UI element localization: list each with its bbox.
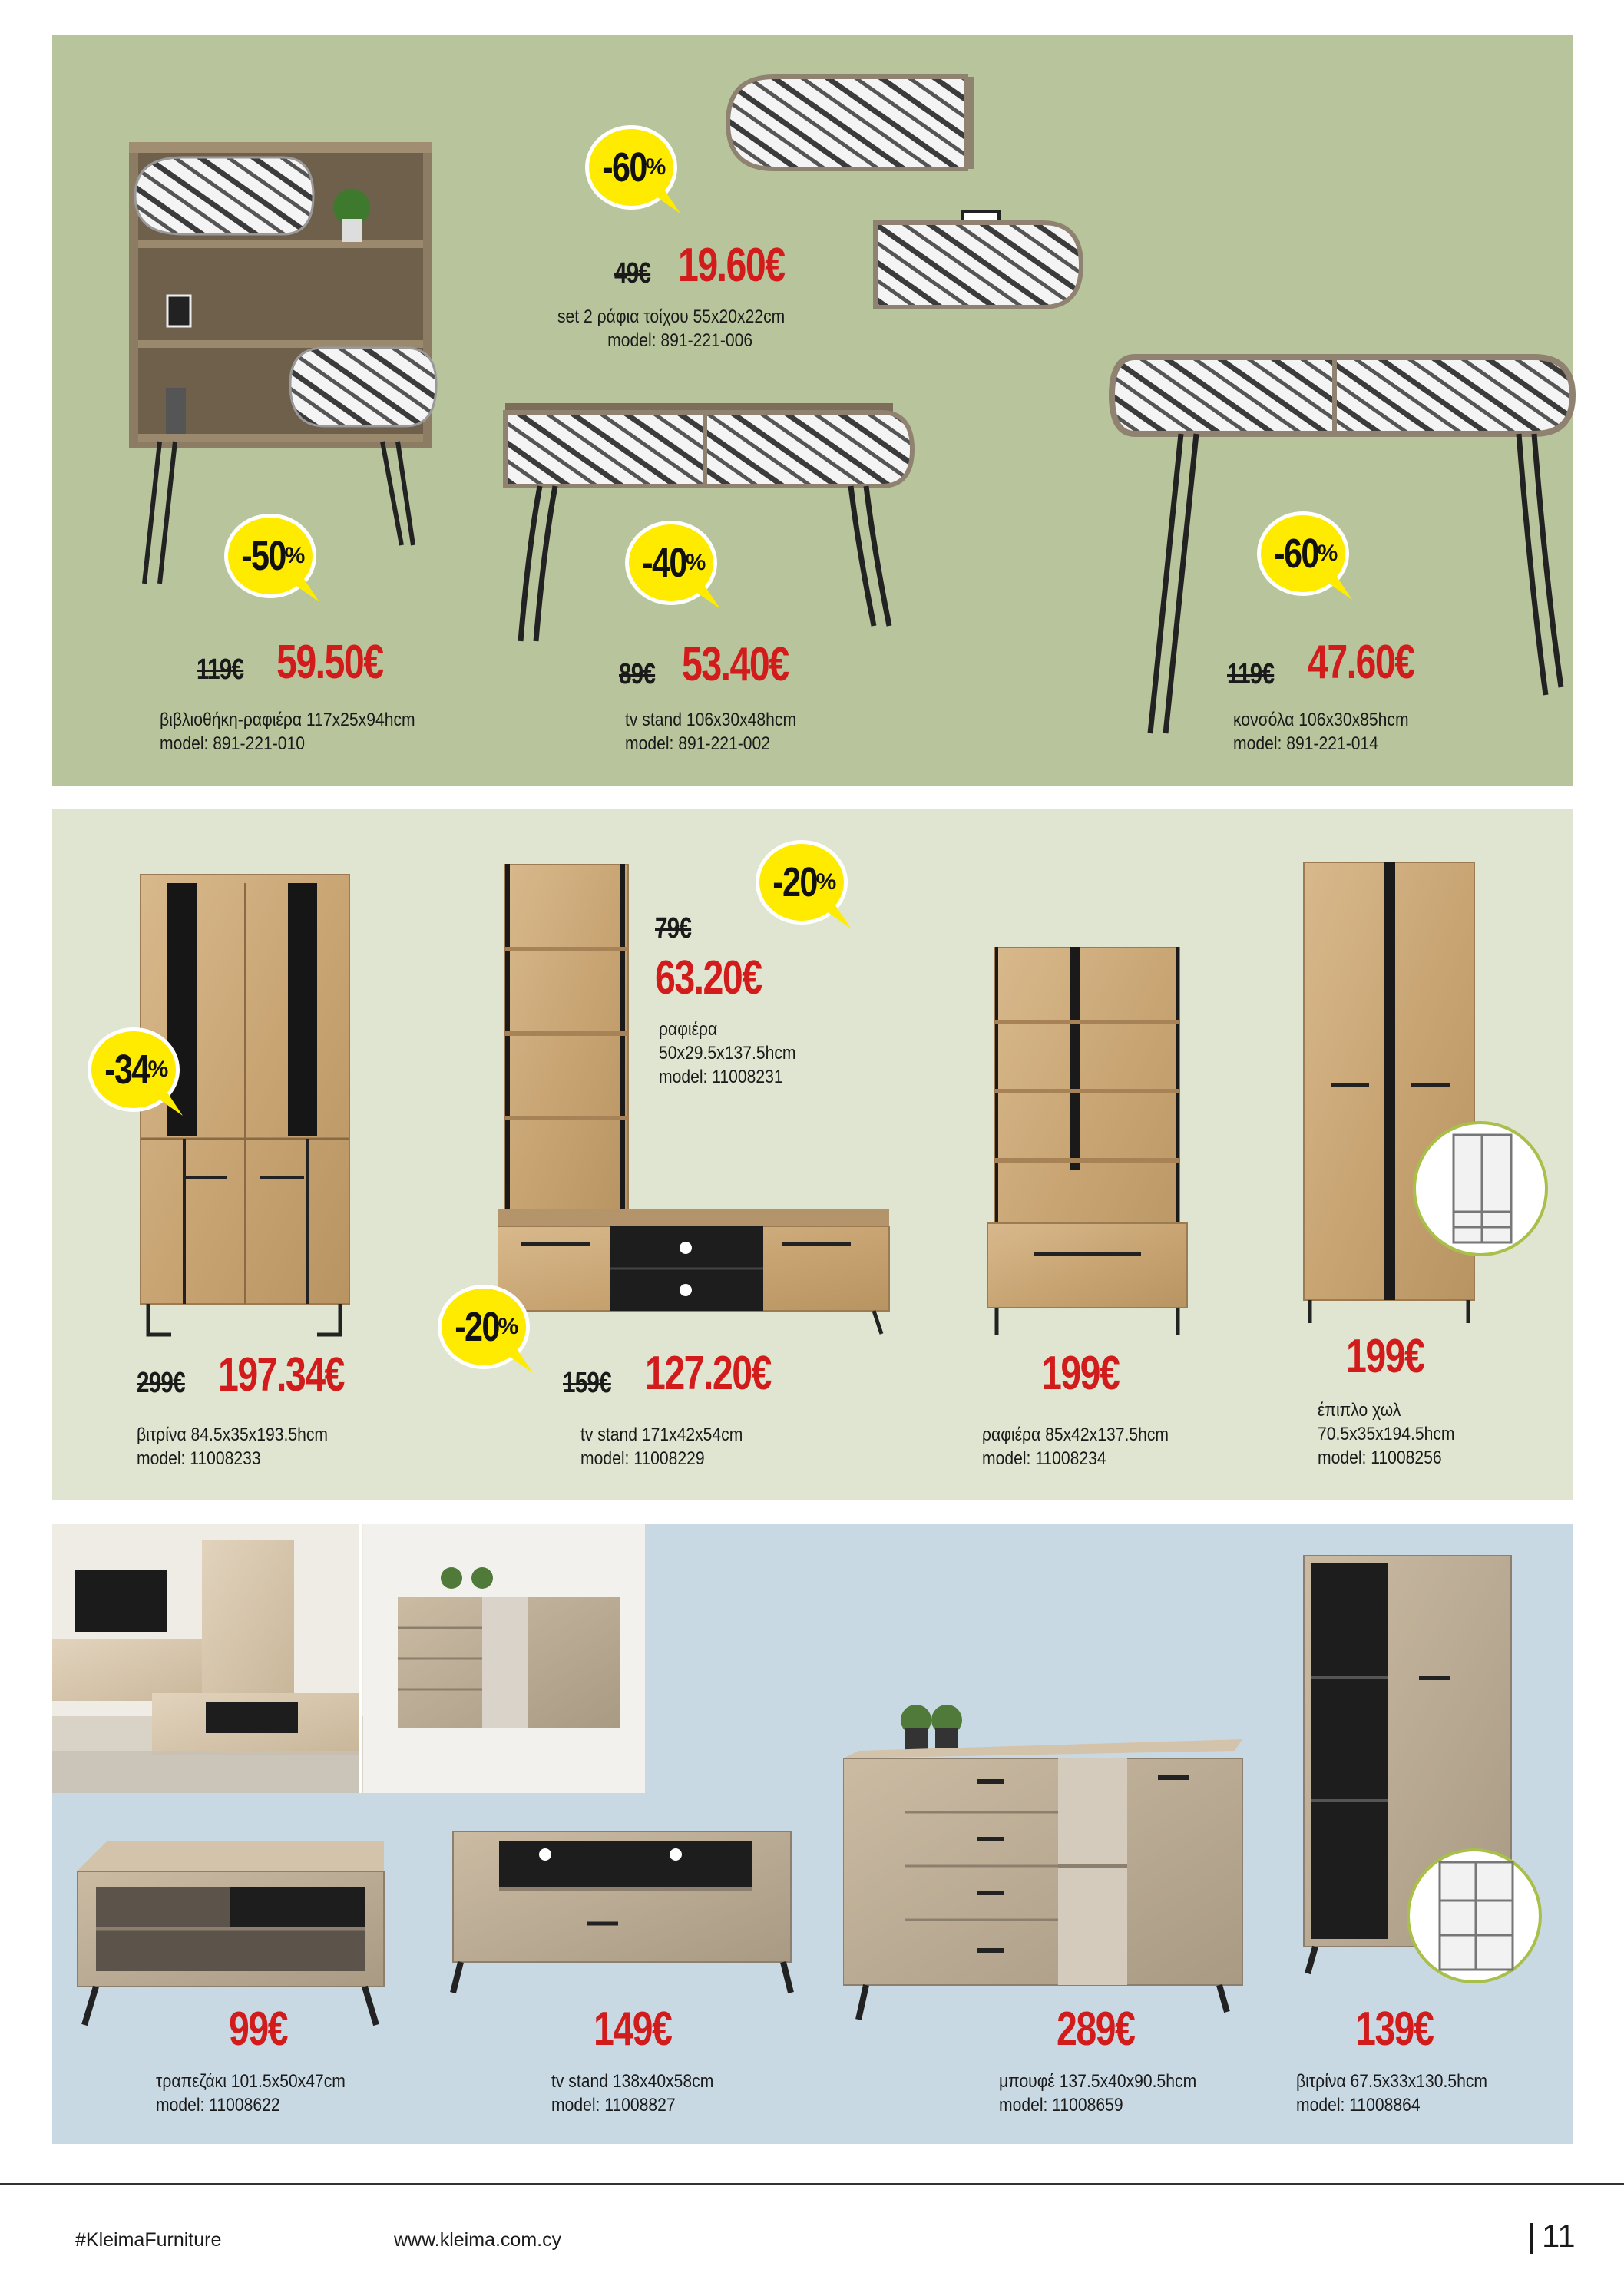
product-dimensions: 50x29.5x137.5hcm	[659, 1043, 796, 1064]
discount-value: -60	[1273, 531, 1318, 577]
product-name: set 2 ράφια τοίχου 55x20x22cm	[557, 306, 786, 327]
product-description	[999, 2069, 1196, 2117]
wall-unit-image	[498, 864, 958, 1348]
old-price: 119€	[197, 653, 244, 686]
interior-view-icon	[1405, 1847, 1543, 1985]
product-model: model: 11008231	[659, 1067, 783, 1087]
discount-badge	[752, 838, 857, 933]
tv-stand-grey-image	[445, 1831, 799, 2008]
product-model: model: 891-221-010	[160, 733, 306, 754]
discount-value: -60	[601, 144, 647, 190]
discount-value: -20	[454, 1304, 499, 1350]
product-model: model: 891-221-014	[1233, 733, 1379, 754]
sale-price: 53.40€	[682, 638, 789, 691]
page-number: 11	[1542, 2218, 1576, 2254]
product-name: tv stand 106x30x48hcm	[625, 710, 797, 730]
product-model: model: 891-221-002	[625, 733, 771, 754]
percent-sign: %	[685, 550, 706, 575]
discount-badge	[84, 1025, 189, 1120]
discount-value: -34	[104, 1047, 149, 1093]
discount-value: -40	[641, 540, 686, 586]
discount-value: -20	[772, 859, 817, 905]
section-oak-collection	[52, 809, 1573, 1500]
sale-price: 139€	[1355, 2003, 1434, 2056]
sale-price: 63.20€	[655, 951, 762, 1004]
old-price: 159€	[563, 1367, 611, 1399]
product-description	[1233, 708, 1409, 756]
hall-wardrobe-image	[1296, 862, 1526, 1338]
sale-price: 19.60€	[678, 239, 785, 292]
product-description	[659, 1017, 795, 1089]
percent-sign: %	[147, 1057, 169, 1082]
sale-price: 149€	[594, 2003, 672, 2056]
product-description	[1318, 1398, 1454, 1470]
sale-price: 289€	[1057, 2003, 1135, 2056]
product-description	[160, 708, 415, 756]
discount-badge	[1254, 509, 1358, 604]
product-description	[982, 1423, 1169, 1471]
product-name: tv stand 138x40x58cm	[551, 2071, 714, 2092]
product-description	[137, 1423, 328, 1471]
discount-badge	[582, 123, 686, 218]
product-description	[557, 305, 785, 352]
living-room-photo	[52, 1524, 645, 1793]
product-model: model: 11008622	[156, 2095, 280, 2116]
product-description	[580, 1423, 743, 1471]
old-price: 119€	[1227, 658, 1275, 690]
product-description	[1296, 2069, 1487, 2117]
section-grey-oak-collection	[52, 1524, 1573, 2144]
product-name: βιτρίνα 84.5x35x193.5hcm	[137, 1424, 328, 1445]
sale-price: 197.34€	[218, 1348, 344, 1401]
sale-price: 199€	[1346, 1330, 1424, 1383]
sideboard-image	[843, 1697, 1250, 2027]
discount-badge	[435, 1282, 539, 1378]
percent-sign: %	[815, 869, 837, 895]
footer-divider	[0, 2183, 1624, 2185]
percent-sign: %	[645, 154, 666, 180]
old-price: 49€	[614, 257, 651, 289]
product-description	[625, 708, 796, 756]
product-name: βιβλιοθήκη-ραφιέρα 117x25x94hcm	[160, 710, 415, 730]
bookshelf-image	[129, 142, 528, 595]
product-model: model: 11008256	[1318, 1447, 1442, 1468]
product-name: ραφιέρα 85x42x137.5hcm	[982, 1424, 1169, 1445]
page-number-divider	[1530, 2223, 1533, 2254]
product-name: τραπεζάκι 101.5x50x47cm	[156, 2071, 346, 2092]
sale-price: 199€	[1041, 1347, 1120, 1400]
percent-sign: %	[284, 543, 306, 568]
product-model: model: 891-221-006	[607, 330, 753, 351]
sale-price: 99€	[229, 2003, 288, 2056]
footer-website-link[interactable]: www.kleima.com.cy	[394, 2229, 562, 2251]
discount-badge	[221, 511, 326, 607]
old-price: 79€	[655, 912, 692, 945]
product-model: model: 11008864	[1296, 2095, 1421, 2116]
percent-sign: %	[1317, 541, 1338, 566]
product-name: μπουφέ 137.5x40x90.5hcm	[999, 2071, 1197, 2092]
section-leaf-collection	[52, 35, 1573, 786]
interior-view-icon	[1411, 1120, 1550, 1258]
discount-badge	[622, 518, 726, 614]
old-price: 89€	[619, 658, 656, 690]
discount-value: -50	[240, 533, 286, 579]
product-dimensions: 70.5x35x194.5hcm	[1318, 1424, 1455, 1444]
old-price: 299€	[137, 1367, 185, 1399]
product-name: κονσόλα 106x30x85hcm	[1233, 710, 1409, 730]
product-description	[551, 2069, 713, 2117]
product-name: βιτρίνα 67.5x33x130.5hcm	[1296, 2071, 1487, 2092]
footer-hashtag: #KleimaFurniture	[75, 2229, 222, 2251]
product-name: ραφιέρα	[659, 1019, 718, 1040]
product-model: model: 11008827	[551, 2095, 676, 2116]
product-description	[156, 2069, 346, 2117]
product-model: model: 11008234	[982, 1448, 1106, 1469]
wall-shelves-image	[713, 69, 1235, 376]
sale-price: 59.50€	[276, 636, 383, 689]
product-model: model: 11008229	[580, 1448, 705, 1469]
sale-price: 127.20€	[645, 1347, 771, 1400]
product-name: tv stand 171x42x54cm	[580, 1424, 743, 1445]
product-model: model: 11008233	[137, 1448, 261, 1469]
shelf-unit-image	[987, 947, 1195, 1346]
sale-price: 47.60€	[1308, 636, 1414, 689]
percent-sign: %	[498, 1314, 519, 1339]
product-model: model: 11008659	[999, 2095, 1123, 2116]
product-name: έπιπλο χωλ	[1318, 1400, 1401, 1421]
